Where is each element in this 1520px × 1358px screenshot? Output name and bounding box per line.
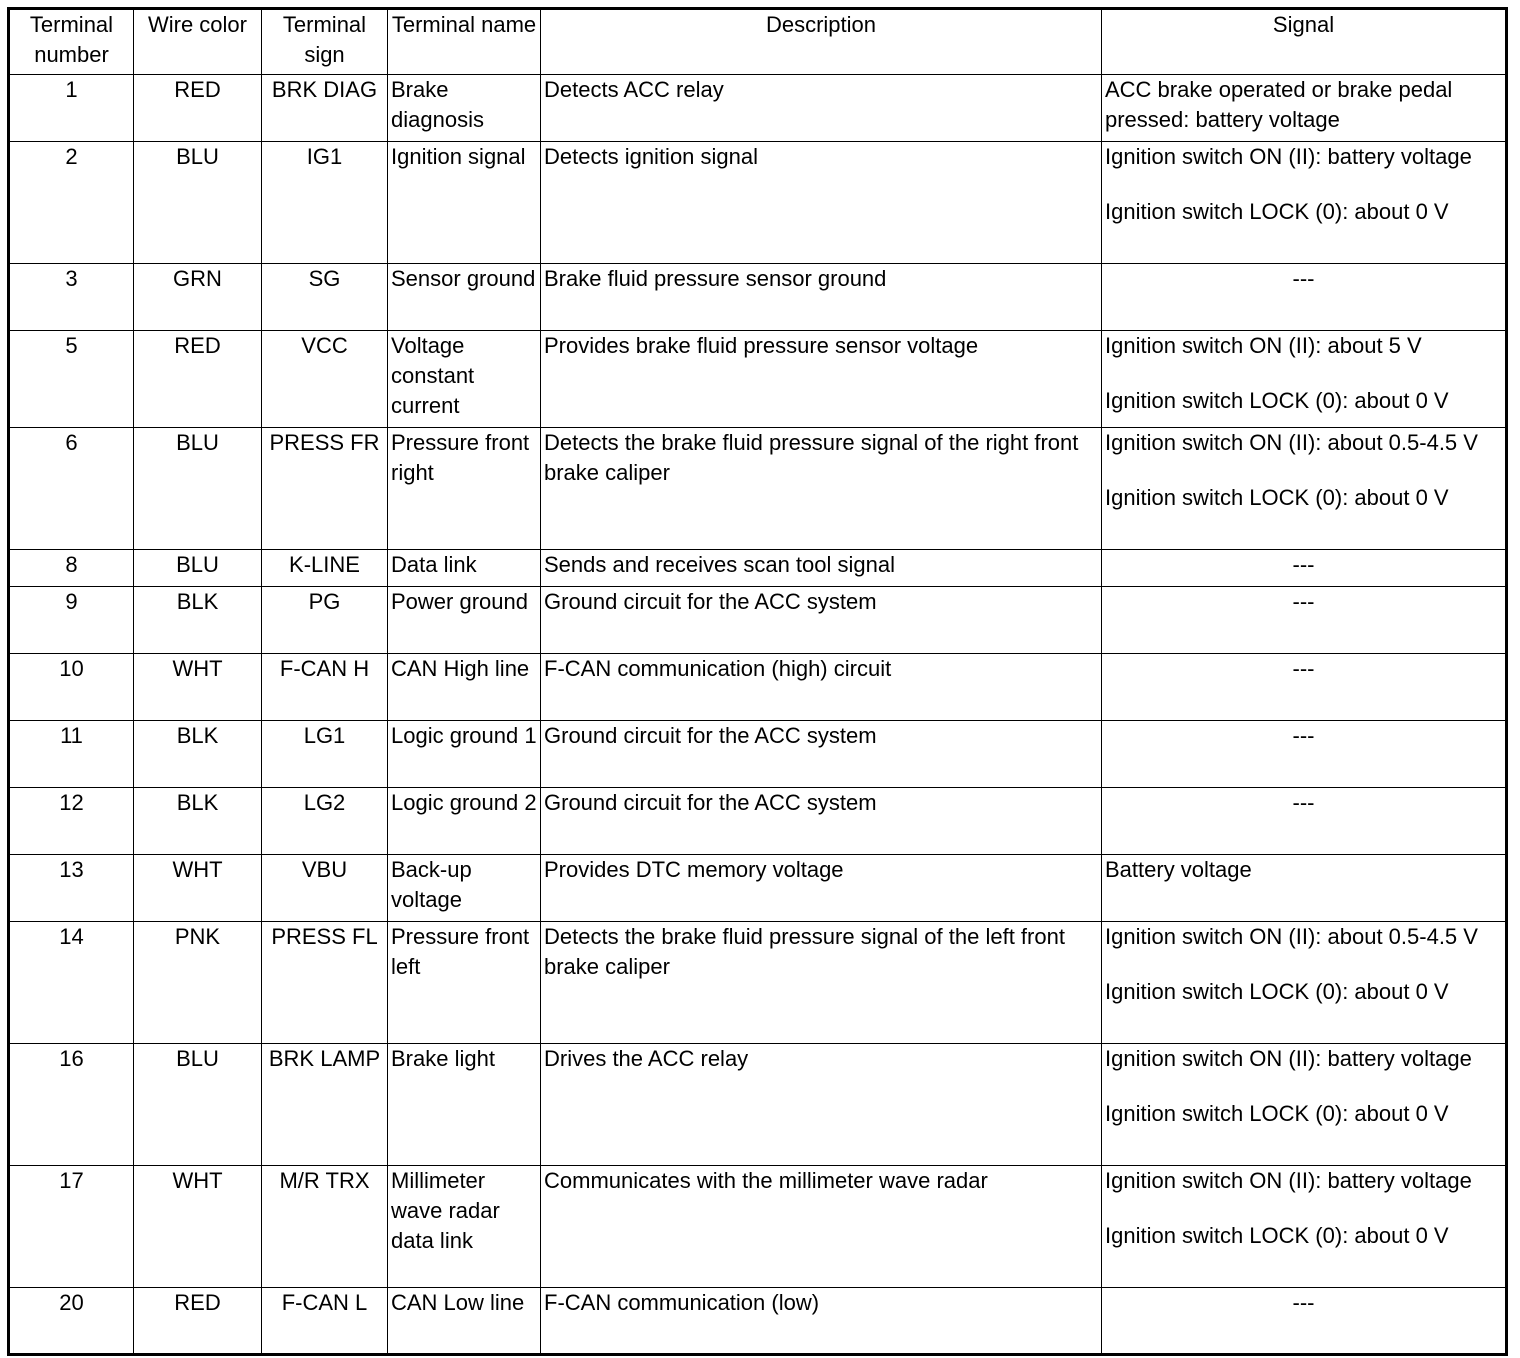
terminal-name-cell: Pressure front left	[388, 922, 541, 1044]
signal-gap	[1105, 1074, 1502, 1099]
signal-line: Ignition switch ON (II): about 0.5-4.5 V	[1105, 430, 1478, 455]
terminal-number-cell: 11	[9, 721, 134, 788]
wire-color-cell: BLK	[134, 721, 262, 788]
description-cell: Sends and receives scan tool signal	[541, 550, 1102, 587]
terminal-number-cell: 9	[9, 587, 134, 654]
table-body	[9, 75, 1507, 1355]
signal-cell	[1102, 721, 1507, 788]
signal-cell	[1102, 654, 1507, 721]
signal-line: Ignition switch ON (II): about 5 V	[1105, 333, 1422, 358]
table-row	[9, 922, 1507, 1044]
terminal-number-cell: 1	[9, 75, 134, 142]
terminal-sign-cell: F-CAN L	[262, 1288, 388, 1355]
terminal-name-cell: Pressure front right	[388, 428, 541, 550]
signal-line: Ignition switch ON (II): battery voltage	[1105, 1168, 1472, 1193]
terminal-table	[7, 7, 1508, 1356]
wire-color-cell: RED	[134, 331, 262, 428]
wire-color-cell: BLK	[134, 587, 262, 654]
terminal-sign-cell: IG1	[262, 142, 388, 264]
terminal-number-cell: 20	[9, 1288, 134, 1355]
wire-color-cell: GRN	[134, 264, 262, 331]
description-cell: F-CAN communication (high) circuit	[541, 654, 1102, 721]
terminal-name-cell: Logic ground 1	[388, 721, 541, 788]
table-row	[9, 654, 1507, 721]
terminal-name-cell: Power ground	[388, 587, 541, 654]
wire-color-cell: RED	[134, 1288, 262, 1355]
description-cell: F-CAN communication (low)	[541, 1288, 1102, 1355]
table-header-row	[9, 9, 1507, 75]
table-row	[9, 75, 1507, 142]
terminal-name-cell: Ignition signal	[388, 142, 541, 264]
signal-line: Ignition switch ON (II): battery voltage	[1105, 1046, 1472, 1071]
table-row	[9, 264, 1507, 331]
wire-color-cell: WHT	[134, 855, 262, 922]
wire-color-cell: WHT	[134, 654, 262, 721]
terminal-sign-cell: VCC	[262, 331, 388, 428]
signal-line: ---	[1292, 266, 1315, 291]
wire-color-cell: RED	[134, 75, 262, 142]
signal-line: ---	[1292, 1290, 1315, 1315]
table-row	[9, 855, 1507, 922]
terminal-name-cell: Brake light	[388, 1044, 541, 1166]
signal-cell	[1102, 855, 1507, 922]
header-wire-color: Wire color	[134, 9, 262, 75]
table-row	[9, 331, 1507, 428]
description-cell: Brake fluid pressure sensor ground	[541, 264, 1102, 331]
terminal-sign-cell: BRK DIAG	[262, 75, 388, 142]
signal-cell	[1102, 1166, 1507, 1288]
signal-line: Battery voltage	[1105, 857, 1252, 882]
terminal-sign-cell: PRESS FR	[262, 428, 388, 550]
signal-cell	[1102, 1288, 1507, 1355]
terminal-sign-cell: M/R TRX	[262, 1166, 388, 1288]
description-cell: Provides brake fluid pressure sensor voltage	[541, 331, 1102, 428]
terminal-number-cell: 8	[9, 550, 134, 587]
terminal-sign-cell: SG	[262, 264, 388, 331]
signal-line: Ignition switch LOCK (0): about 0 V	[1105, 979, 1449, 1004]
terminal-sign-cell: LG1	[262, 721, 388, 788]
description-cell: Ground circuit for the ACC system	[541, 587, 1102, 654]
signal-line: Ignition switch LOCK (0): about 0 V	[1105, 388, 1449, 413]
signal-cell	[1102, 331, 1507, 428]
terminal-number-cell: 3	[9, 264, 134, 331]
terminal-sign-cell: PG	[262, 587, 388, 654]
terminal-sign-cell: PRESS FL	[262, 922, 388, 1044]
table-row	[9, 1166, 1507, 1288]
terminal-sign-cell: K-LINE	[262, 550, 388, 587]
signal-gap	[1105, 172, 1502, 197]
description-cell: Detects the brake fluid pressure signal of the left front brake caliper	[541, 922, 1102, 1044]
table-row	[9, 587, 1507, 654]
header-signal: Signal	[1102, 9, 1507, 75]
signal-cell	[1102, 142, 1507, 264]
terminal-name-cell: CAN High line	[388, 654, 541, 721]
signal-cell	[1102, 428, 1507, 550]
header-terminal-sign: Terminal sign	[262, 9, 388, 75]
signal-line: Ignition switch LOCK (0): about 0 V	[1105, 485, 1449, 510]
signal-cell	[1102, 75, 1507, 142]
terminal-number-cell: 6	[9, 428, 134, 550]
table-row	[9, 788, 1507, 855]
wire-color-cell: BLU	[134, 1044, 262, 1166]
wire-color-cell: PNK	[134, 922, 262, 1044]
terminal-sign-cell: BRK LAMP	[262, 1044, 388, 1166]
signal-line: Ignition switch LOCK (0): about 0 V	[1105, 1101, 1449, 1126]
terminal-name-cell: Millimeter wave radar data link	[388, 1166, 541, 1288]
terminal-number-cell: 17	[9, 1166, 134, 1288]
terminal-sign-cell: LG2	[262, 788, 388, 855]
description-cell: Communicates with the millimeter wave radar	[541, 1166, 1102, 1288]
terminal-table-wrapper	[7, 7, 1508, 1356]
terminal-name-cell: Brake diagnosis	[388, 75, 541, 142]
description-cell: Ground circuit for the ACC system	[541, 788, 1102, 855]
table-row	[9, 1044, 1507, 1166]
signal-line: ---	[1292, 552, 1315, 577]
terminal-name-cell: CAN Low line	[388, 1288, 541, 1355]
signal-cell	[1102, 550, 1507, 587]
terminal-name-cell: Voltage constant current	[388, 331, 541, 428]
signal-gap	[1105, 952, 1502, 977]
terminal-number-cell: 14	[9, 922, 134, 1044]
terminal-sign-cell: F-CAN H	[262, 654, 388, 721]
header-terminal-name: Terminal name	[388, 9, 541, 75]
signal-gap	[1105, 361, 1502, 386]
signal-line: Ignition switch LOCK (0): about 0 V	[1105, 199, 1449, 224]
terminal-number-cell: 10	[9, 654, 134, 721]
description-cell: Detects the brake fluid pressure signal of the right front brake caliper	[541, 428, 1102, 550]
signal-cell	[1102, 788, 1507, 855]
terminal-name-cell: Sensor ground	[388, 264, 541, 331]
description-cell: Provides DTC memory voltage	[541, 855, 1102, 922]
signal-gap	[1105, 1196, 1502, 1221]
table-row	[9, 1288, 1507, 1355]
header-description: Description	[541, 9, 1102, 75]
terminal-sign-cell: VBU	[262, 855, 388, 922]
signal-line: Ignition switch ON (II): about 0.5-4.5 V	[1105, 924, 1478, 949]
wire-color-cell: BLU	[134, 550, 262, 587]
signal-line: Ignition switch ON (II): battery voltage	[1105, 144, 1472, 169]
wire-color-cell: WHT	[134, 1166, 262, 1288]
table-row	[9, 428, 1507, 550]
description-cell: Drives the ACC relay	[541, 1044, 1102, 1166]
wire-color-cell: BLU	[134, 142, 262, 264]
terminal-number-cell: 2	[9, 142, 134, 264]
signal-line: ---	[1292, 656, 1315, 681]
wire-color-cell: BLU	[134, 428, 262, 550]
terminal-name-cell: Logic ground 2	[388, 788, 541, 855]
terminal-number-cell: 13	[9, 855, 134, 922]
table-row	[9, 550, 1507, 587]
wire-color-cell: BLK	[134, 788, 262, 855]
terminal-number-cell: 16	[9, 1044, 134, 1166]
signal-cell	[1102, 922, 1507, 1044]
description-cell: Detects ACC relay	[541, 75, 1102, 142]
signal-line: ---	[1292, 790, 1315, 815]
description-cell: Ground circuit for the ACC system	[541, 721, 1102, 788]
header-terminal-number: Terminal number	[9, 9, 134, 75]
terminal-number-cell: 5	[9, 331, 134, 428]
signal-cell	[1102, 264, 1507, 331]
table-row	[9, 142, 1507, 264]
signal-gap	[1105, 458, 1502, 483]
signal-line: ---	[1292, 723, 1315, 748]
table-row	[9, 721, 1507, 788]
signal-line: ---	[1292, 589, 1315, 614]
signal-cell	[1102, 1044, 1507, 1166]
signal-line: Ignition switch LOCK (0): about 0 V	[1105, 1223, 1449, 1248]
terminal-name-cell: Back-up voltage	[388, 855, 541, 922]
terminal-number-cell: 12	[9, 788, 134, 855]
terminal-name-cell: Data link	[388, 550, 541, 587]
description-cell: Detects ignition signal	[541, 142, 1102, 264]
signal-cell	[1102, 587, 1507, 654]
signal-line: ACC brake operated or brake pedal pressed: battery voltage	[1105, 77, 1453, 132]
